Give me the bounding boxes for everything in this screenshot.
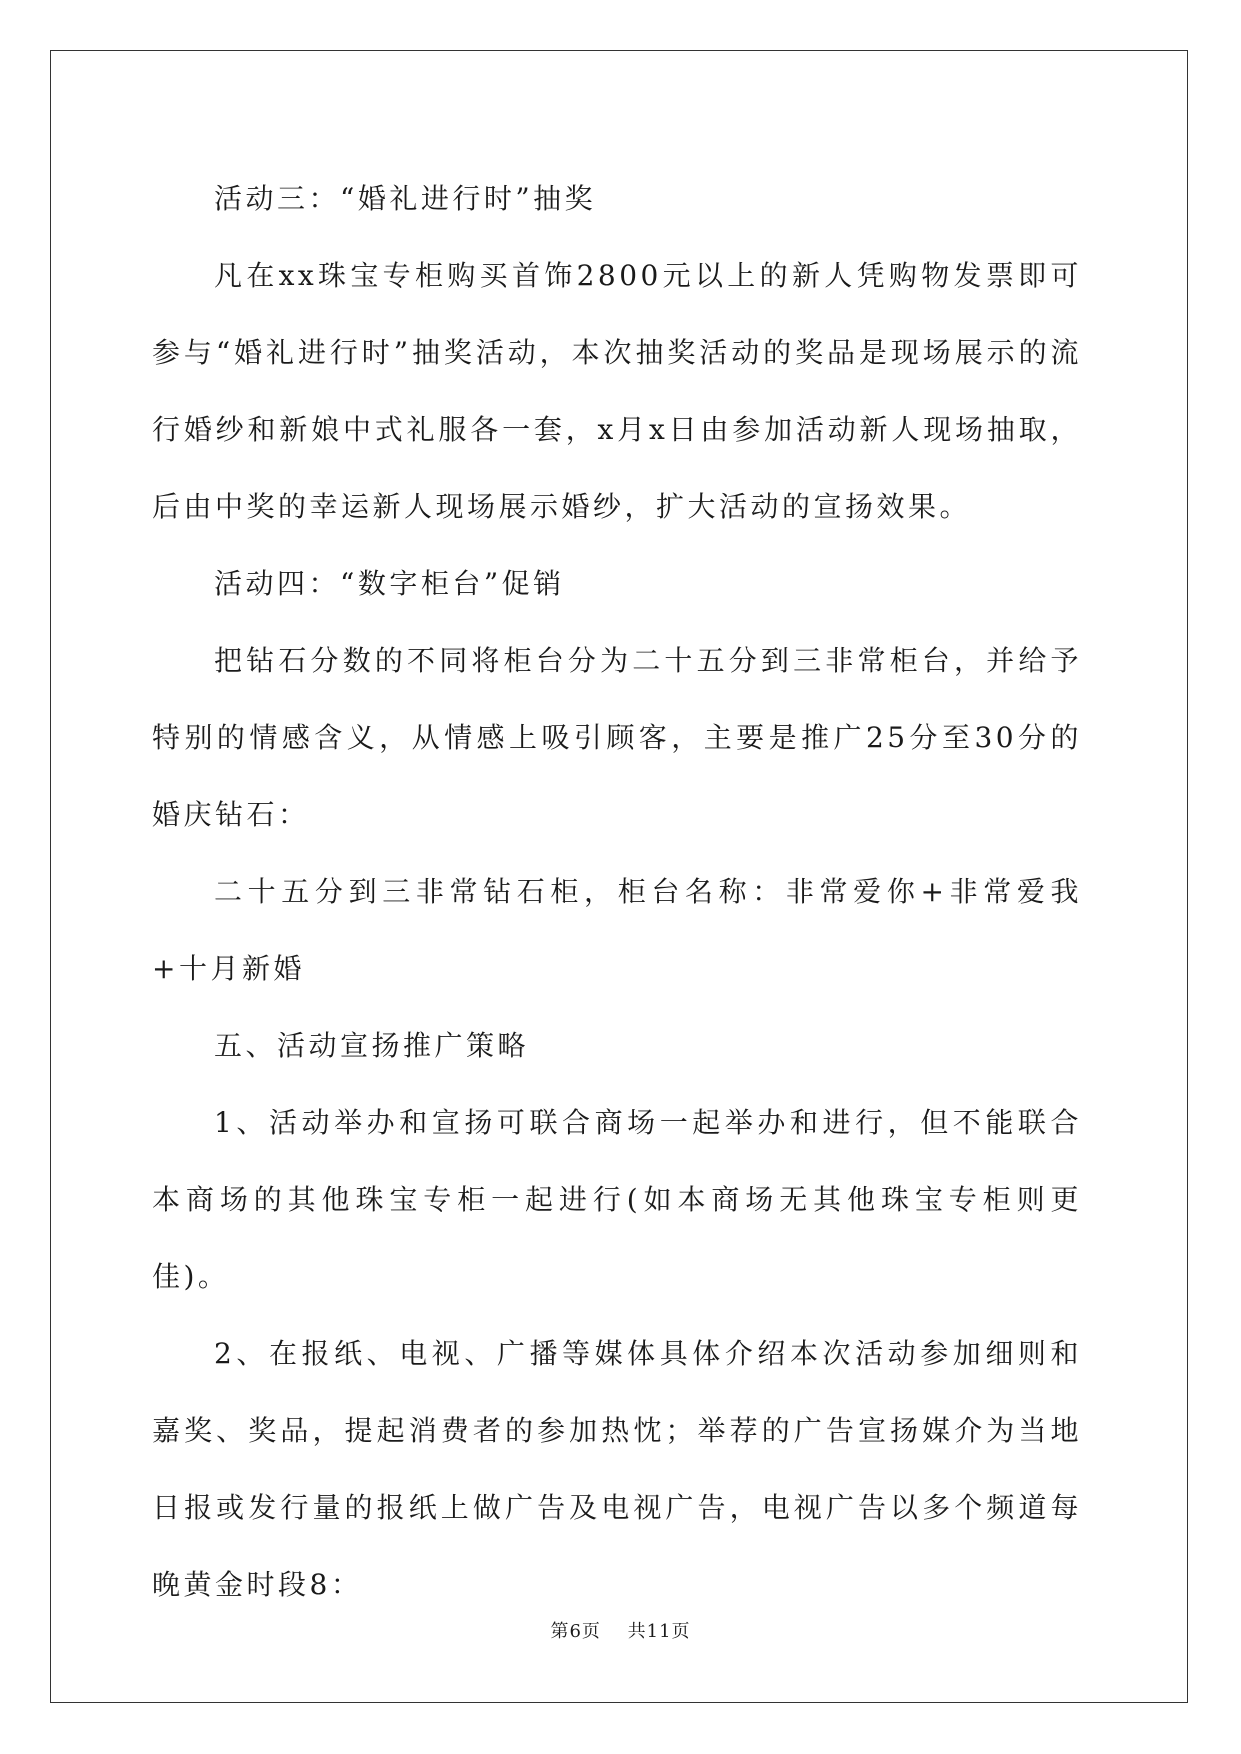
paragraph-activity-4-description: 把钻石分数的不同将柜台分为二十五分到三非常柜台，并给予特别的情感含义，从情感上吸引顾客，主要是推广25分至30分的婚庆钻石： bbox=[152, 644, 1082, 831]
section-heading-activity-4: 活动四：“数字柜台”促销 bbox=[214, 567, 565, 600]
page-number-current: 第6页 bbox=[550, 1621, 601, 1642]
paragraph-activity-3-description: 凡在xx珠宝专柜购买首饰2800元以上的新人凭购物发票即可参与“婚礼进行时”抽奖活动，本次抽奖活动的奖品是现场展示的流行婚纱和新娘中式礼服各一套，x月x日由参加活动新人现场抽取，后由中奖的幸运新人现场展示婚纱，扩大活动的宣扬效果。 bbox=[152, 259, 1082, 523]
section-heading-promotion-strategy: 五、活动宣扬推广策略 bbox=[214, 1029, 530, 1062]
paragraph-strategy-2: 2、在报纸、电视、广播等媒体具体介绍本次活动参加细则和嘉奖、奖品，提起消费者的参加热忱；举荐的广告宣扬媒介为当地日报或发行量的报纸上做广告及电视广告，电视广告以多个频道每晚黄金时段8： bbox=[152, 1337, 1082, 1601]
paragraph-counter-names: 二十五分到三非常钻石柜，柜台名称：非常爱你+非常爱我+十月新婚 bbox=[152, 875, 1082, 985]
document-body bbox=[152, 160, 1082, 1623]
paragraph-strategy-1: 1、活动举办和宣扬可联合商场一起举办和进行，但不能联合本商场的其他珠宝专柜一起进行(如本商场无其他珠宝专柜则更佳)。 bbox=[152, 1106, 1082, 1293]
section-heading-activity-3: 活动三：“婚礼进行时”抽奖 bbox=[214, 182, 597, 215]
page-number-total: 共11页 bbox=[627, 1621, 691, 1642]
page-footer bbox=[0, 1617, 1241, 1643]
